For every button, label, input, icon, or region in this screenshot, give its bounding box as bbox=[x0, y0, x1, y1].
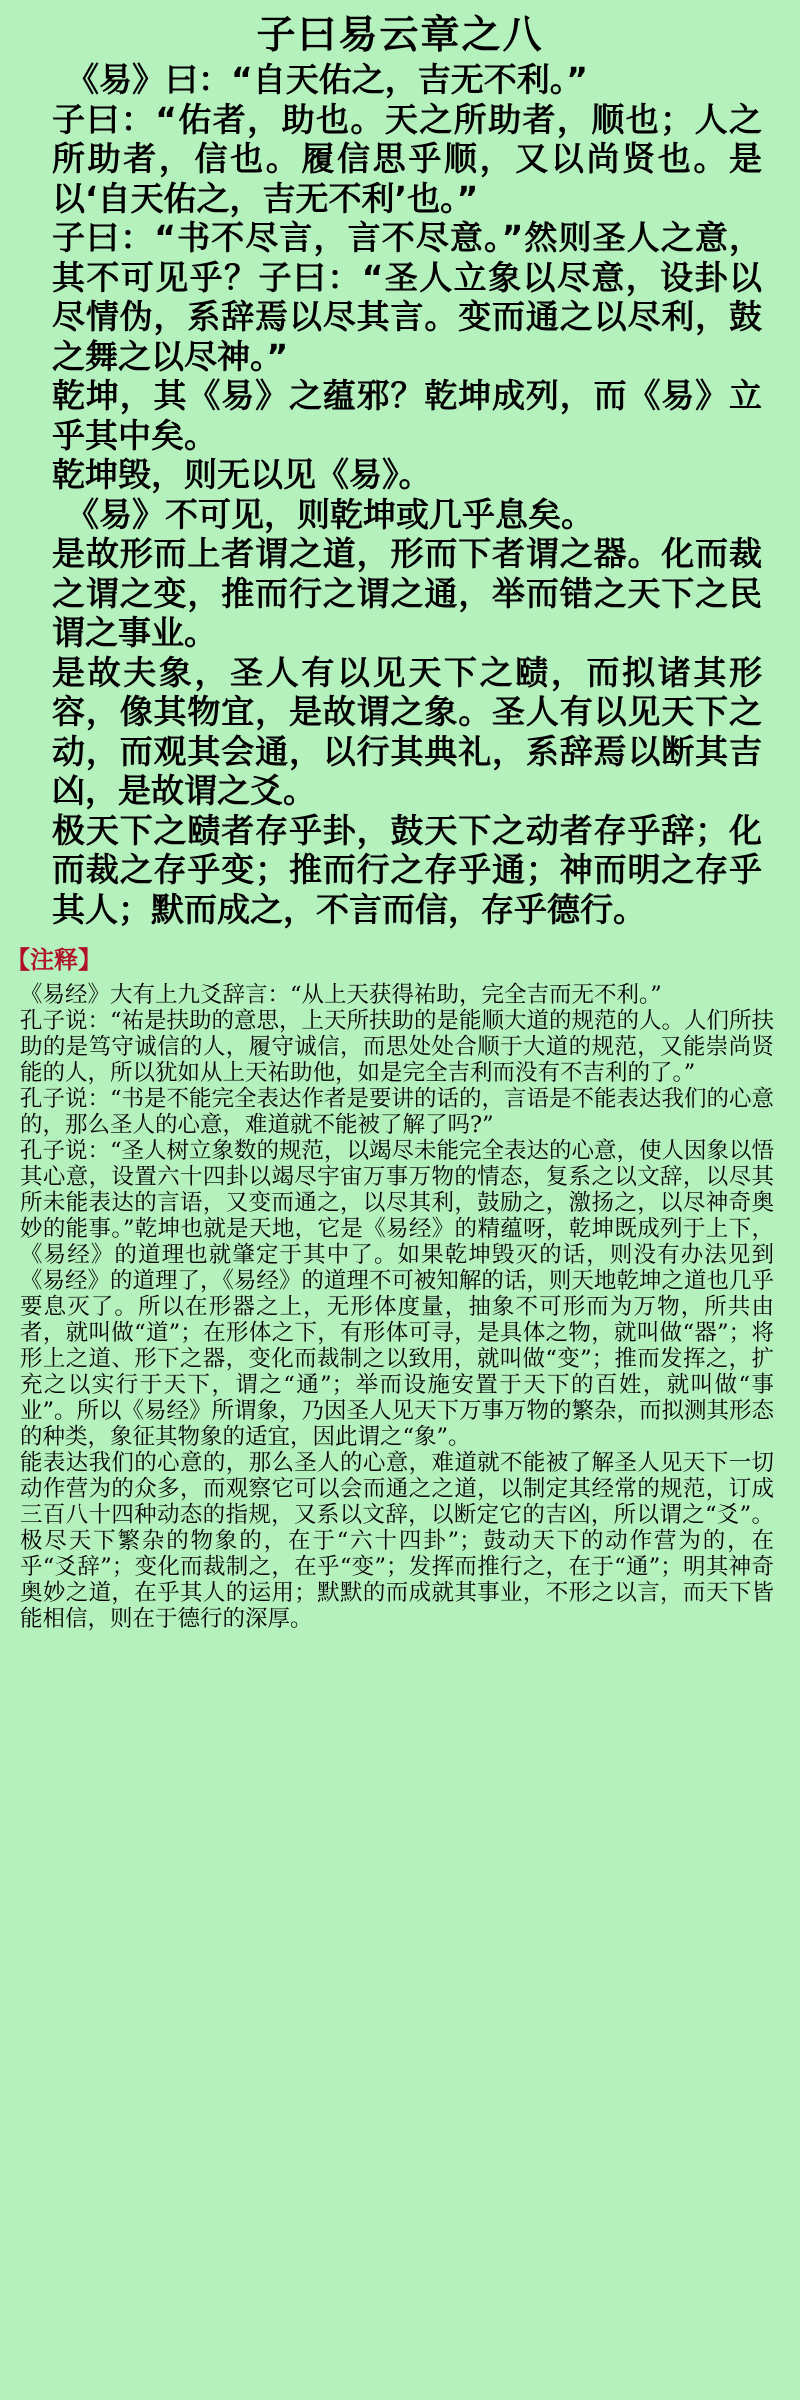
notes-text bbox=[20, 982, 774, 1632]
main-paragraph: 乾坤，其《易》之蕴邪？乾坤成列，而《易》立乎其中矣。 bbox=[52, 376, 762, 455]
main-paragraph: 极天下之赜者存乎卦，鼓天下之动者存乎辞；化而裁之存乎变；推而行之存乎通；神而明之存乎其人；默而成之，不言而信，存乎德行。 bbox=[52, 810, 762, 929]
main-paragraph: 是故形而上者谓之道，形而下者谓之器。化而裁之谓之变，推而行之谓之通，举而错之天下之民谓之事业。 bbox=[52, 534, 762, 652]
notes-heading: 【注释】 bbox=[6, 946, 102, 974]
note-paragraph: 《易经》大有上九爻辞言：“从上天获得祐助，完全吉而无不利。” bbox=[20, 982, 662, 1008]
main-text bbox=[52, 60, 762, 929]
note-paragraph: 孔子说：“书是不能完全表达作者是要讲的话的，言语是不能表达我们的心意的，那么圣人的心意，难道就不能被了解了吗?” bbox=[20, 1086, 775, 1138]
main-paragraph: 是故夫象，圣人有以见天下之赜，而拟诸其形容，像其物宜，是故谓之象。圣人有以见天下之动，而观其会通，以行其典礼，系辞焉以断其吉凶，是故谓之爻。 bbox=[52, 652, 762, 810]
main-paragraph: 乾坤毁，则无以见《易》。 bbox=[52, 455, 432, 494]
main-paragraph: 子曰：“佑者，助也。天之所助者，顺也；人之所助者，信也。履信思乎顺，又以尚贤也。是以‘自天佑之，吉无不利’也。” bbox=[52, 99, 762, 218]
main-paragraph: 子曰：“书不尽言，言不尽意。”然则圣人之意，其不可见乎？子曰：“圣人立象以尽意，设卦以尽情伪，系辞焉以尽其言。变而通之以尽利，鼓之舞之以尽神。” bbox=[52, 218, 762, 376]
main-paragraph: 《易》曰：“自天佑之，吉无不利。” bbox=[66, 60, 588, 99]
note-paragraph: 孔子说：“圣人树立象数的规范，以竭尽未能完全表达的心意，使人因象以悟其心意，设置六十四卦以竭尽宇宙万事万物的情态，复系之以文辞，以尽其所未能表达的言语，又变而通之，以尽其利，鼓励之，激扬之，以尽神奇奥妙的能事。”乾坤也就是天地，它是《易经》的精蕴呀，乾坤既成列于上下，《易经》的道理也就肇定于其中了。如果乾坤毁灭的话，则没有办法见到《易经》的道理了，《易经》的道理不可被知解的话，则天地乾坤之道也几乎要息灭了。所以在形器之上，无形体度量，抽象不可形而为万物，所共由者，就叫做“道”；在形体之下，有形体可寻，是具体之物，就叫做“器”；将形上之道、形下之器，变化而裁制之以致用，就叫做“变”；推而发挥之，扩充之以实行于天下，谓之“通”；举而设施安置于天下的百姓，就叫做“事业”。所以《易经》所谓象，乃因圣人见天下万事万物的繁杂，而拟测其形态的种类，象征其物象的适宜，因此谓之“象”。 bbox=[20, 1138, 775, 1450]
note-paragraph: 能表达我们的心意的，那么圣人的心意，难道就不能被了解圣人见天下一切动作营为的众多，而观察它可以会而通之之道，以制定其经常的规范，订成三百八十四种动态的指规，又系以文辞，以断定它的吉凶，所以谓之“爻”。极尽天下繁杂的物象的，在于“六十四卦”；鼓动天下的动作营为的，在乎“爻辞”；变化而裁制之，在乎“变”；发挥而推行之，在于“通”；明其神奇奥妙之道，在乎其人的运用；默默的而成就其事业，不形之以言，而天下皆能相信，则在于德行的深厚。 bbox=[20, 1450, 774, 1632]
note-paragraph: 孔子说：“祐是扶助的意思，上天所扶助的是能顺大道的规范的人。人们所扶助的是笃守诚信的人，履守诚信，而思处处合顺于大道的规范，又能崇尚贤能的人，所以犹如从上天祐助他，如是完全吉利而没有不吉利的了。” bbox=[20, 1008, 775, 1086]
page-title: 子曰易云章之八 bbox=[256, 13, 544, 58]
main-paragraph: 《易》不可见，则乾坤或几乎息矣。 bbox=[66, 494, 594, 534]
